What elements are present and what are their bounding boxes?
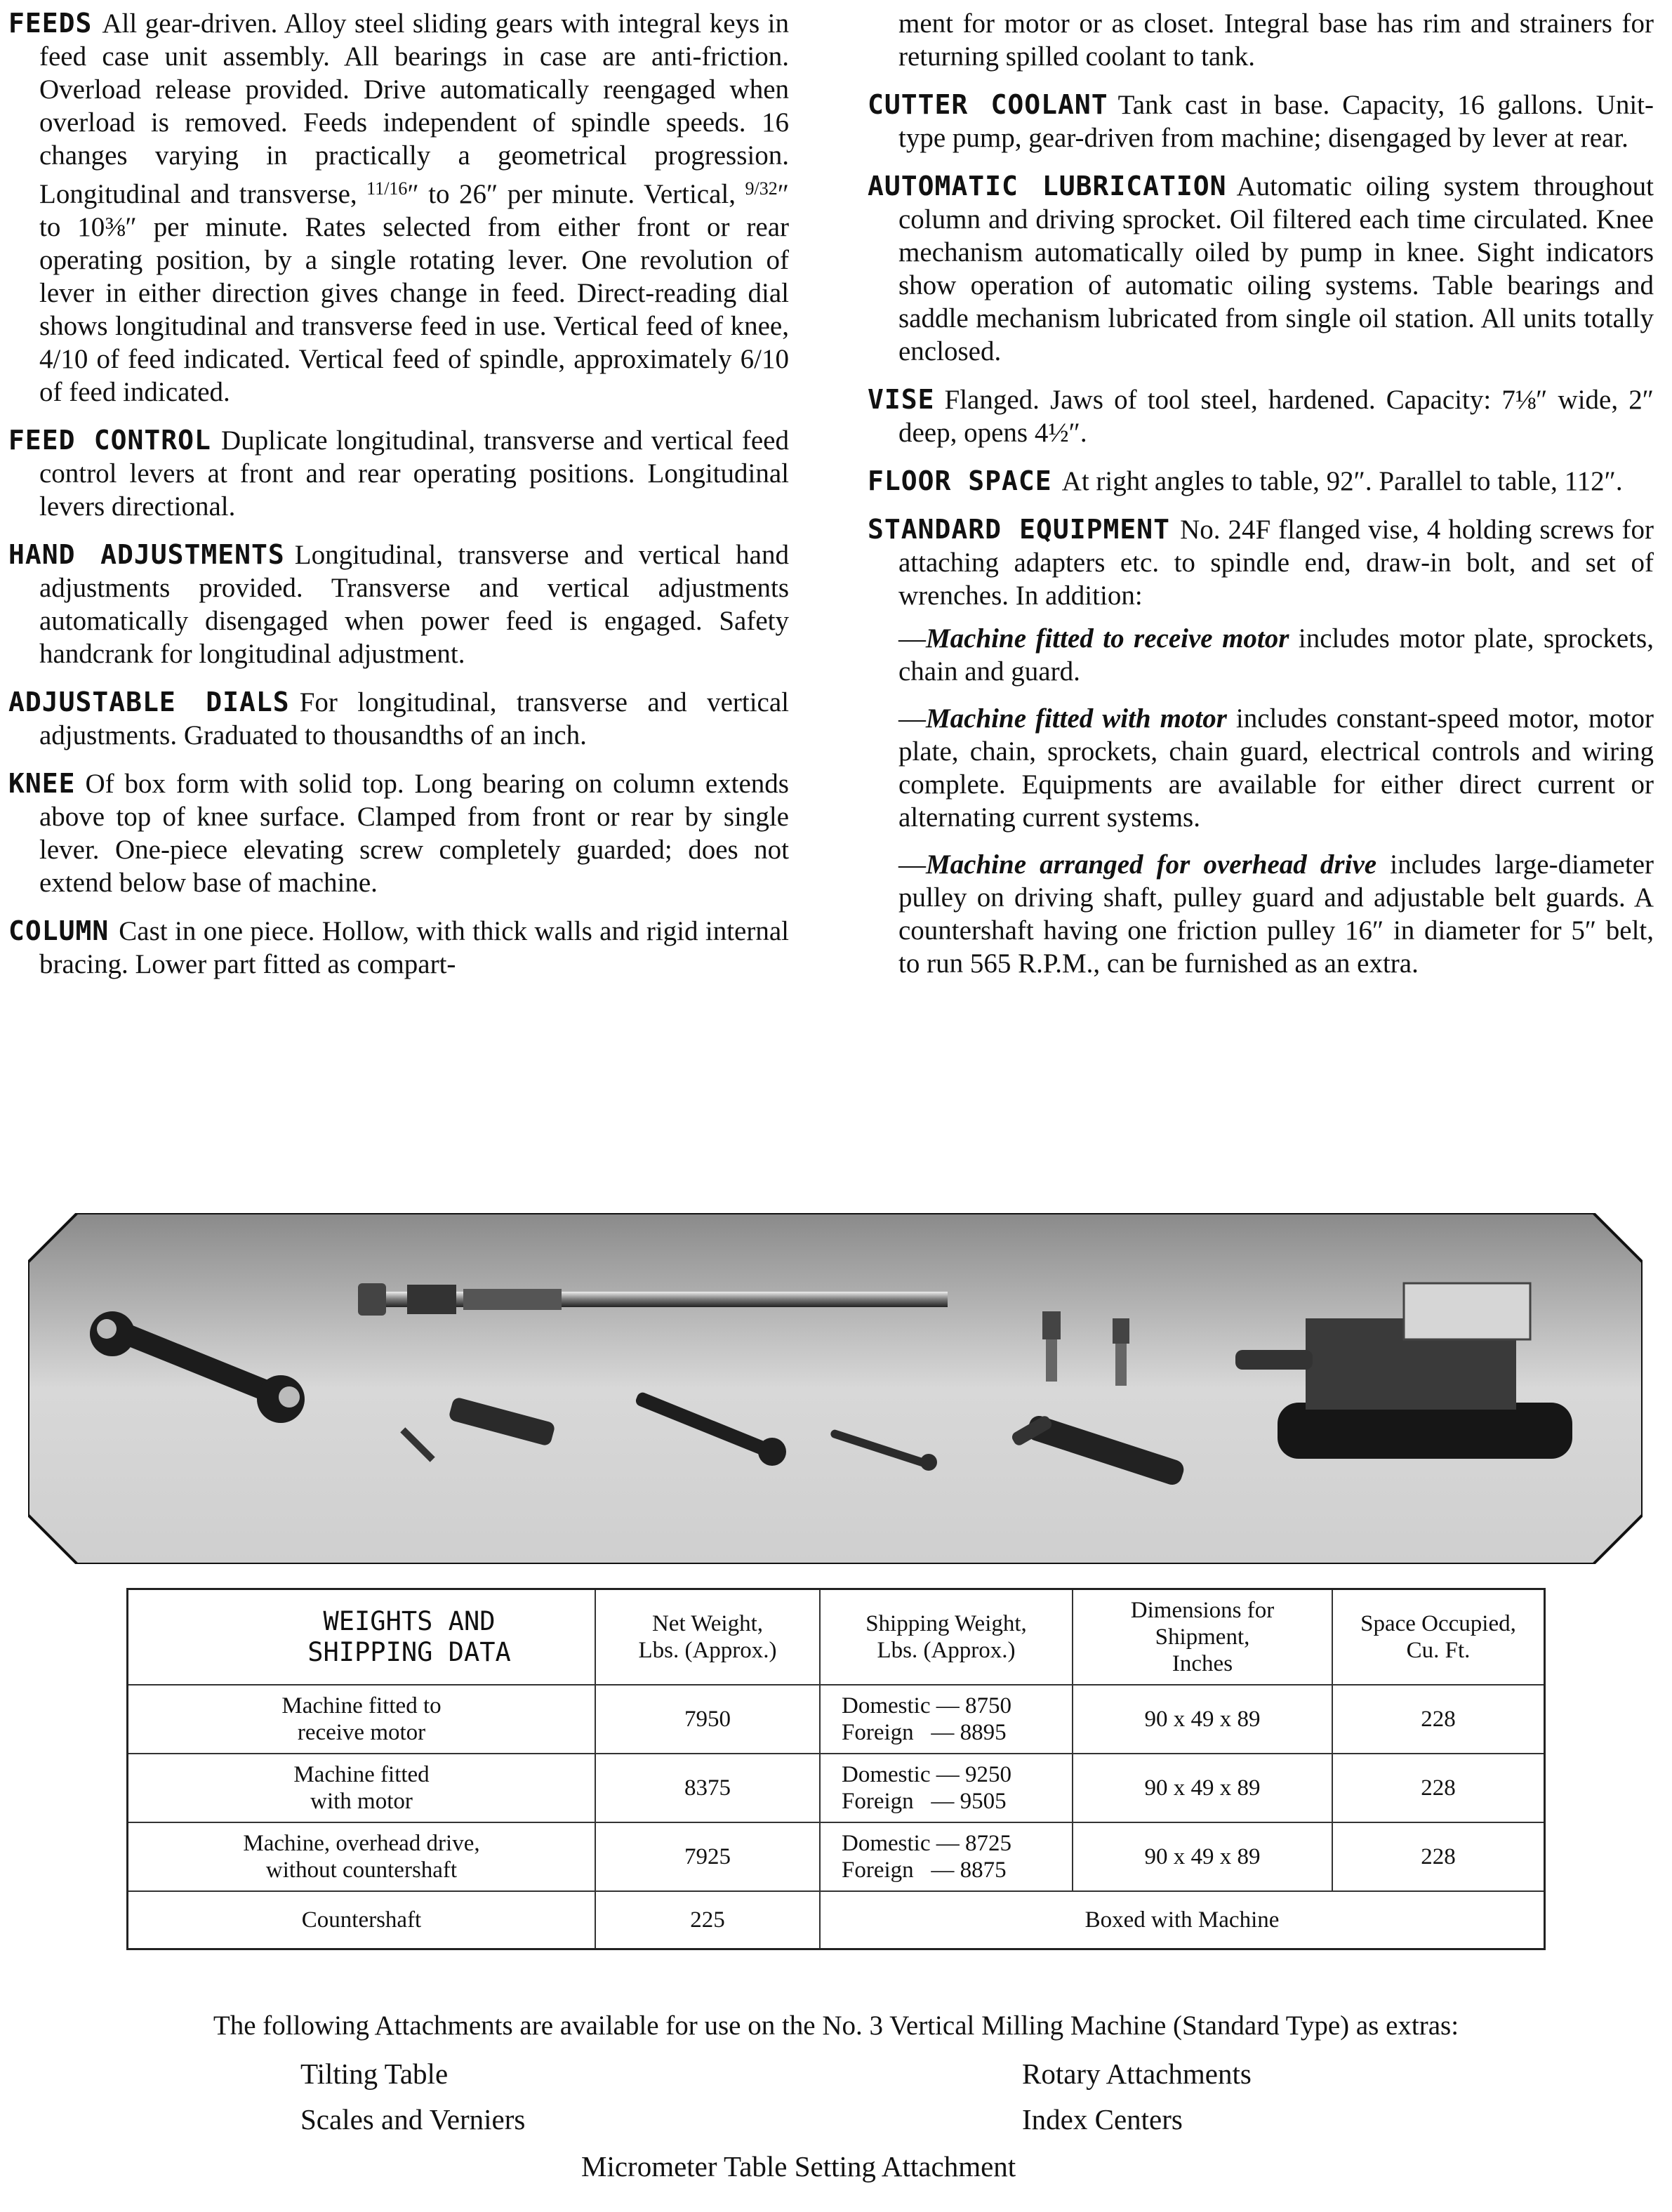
standard-equipment-text: No. 24F flanged vise, 4 holding screws for attaching adapters etc. to spindle end, draw-in bolt, and set of wrenches. In addition: (898, 515, 1654, 611)
column-continued-text: ment for motor or as closet. Integral base has rim and strainers for returning spilled coolant to tank. (898, 8, 1654, 72)
automatic-lubrication-text: Automatic oiling system throughout column and driving sprocket. Oil filtered each time circulated. Knee mechanism automatically oiled by pump in knee. Sight indicators show operation of automatic oiling systems. Table bearings and saddle mechanism lubricated from single oil station. All units totally enclosed. (898, 171, 1654, 366)
shipping-weight-cell (820, 1822, 1073, 1891)
feeds-text-3: ″ to 10⅜″ per minute. Rates selected from either front or rear operating position, by a single rotating lever. One revolution of lever in either direction gives change in feed. Direct-reading dial shows longitudinal and transverse feed in use. Vertical feed of knee, 4/10 of feed indicated. Vertical feed of spindle, approximately 6/10 of feed indicated. (39, 179, 789, 407)
standard-equipment-section (868, 513, 1654, 612)
table-row (128, 1754, 1545, 1822)
row-label (128, 1822, 596, 1891)
floor-space-text: At right angles to table, 92″. Parallel to table, 112″. (1061, 466, 1623, 496)
vise-heading: VISE (868, 384, 935, 415)
option-overhead-drive (898, 848, 1654, 980)
table-title-line: SHIPPING DATA (307, 1637, 511, 1667)
header-line: Shipment, (1155, 1624, 1250, 1650)
table-row (128, 1822, 1545, 1891)
dimensions-cell: 90 x 49 x 89 (1073, 1754, 1332, 1822)
attachment-item: Rotary Attachments (1022, 2058, 1252, 2090)
domestic-weight: Domestic — 9250 (842, 1762, 1011, 1787)
feeds-fraction-longitudinal: 11/16 (366, 178, 408, 199)
automatic-lubrication-heading: AUTOMATIC LUBRICATION (868, 171, 1227, 201)
shipping-weight-cell (820, 1685, 1073, 1754)
header-line: Dimensions for (1130, 1598, 1275, 1623)
table-title (128, 1589, 596, 1686)
feeds-fraction-vertical: 9/32 (745, 178, 778, 199)
attachment-item: Scales and Verniers (300, 2103, 526, 2135)
knee-section (8, 767, 789, 899)
column-continued (868, 7, 1654, 73)
knee-text: Of box form with solid top. Long bearing on column extends above top of knee surface. Clamped from front or rear by single lever. One-piece elevating screw completely guarded; does not extend below base of machine. (39, 769, 789, 898)
column-heading: COLUMN (8, 915, 110, 946)
vise-text: Flanged. Jaws of tool steel, hardened. Capacity: 7⅛″ wide, 2″ deep, opens 4½″. (898, 385, 1654, 448)
dimensions-cell: 90 x 49 x 89 (1073, 1685, 1332, 1754)
feeds-text: All gear-driven. Alloy steel sliding gears with integral keys in feed case unit assembly. All bearings in case are anti-friction. Overload release provided. Drive automatically reengaged when overload is removed. Feeds independent of spindle speeds. 16 changes varying in practically a geometrical progression. Longitudinal and transverse, (39, 8, 789, 209)
adjustable-dials-heading: ADJUSTABLE DIALS (8, 687, 290, 717)
space-cell: 228 (1332, 1822, 1545, 1891)
net-weight-cell: 8375 (595, 1754, 820, 1822)
domestic-weight: Domestic — 8725 (842, 1831, 1011, 1856)
table-row (128, 1685, 1545, 1754)
weights-shipping-table (126, 1588, 1546, 1950)
net-weight-cell: 7950 (595, 1685, 820, 1754)
knee-heading: KNEE (8, 768, 76, 799)
header-line: Lbs. (Approx.) (877, 1638, 1016, 1663)
row-label-line: with motor (310, 1789, 413, 1814)
row-label-line: receive motor (297, 1720, 426, 1745)
option-dash: — (898, 703, 926, 734)
floor-space-section (868, 465, 1654, 498)
foreign-weight: Foreign — 8895 (842, 1720, 1007, 1745)
floor-space-heading: FLOOR SPACE (868, 465, 1052, 496)
table-row-countershaft (128, 1891, 1545, 1949)
row-label-line: Machine fitted (293, 1762, 430, 1787)
header-line: Cu. Ft. (1406, 1638, 1471, 1663)
equipment-photo (28, 1213, 1643, 1564)
header-line: Shipping Weight, (865, 1611, 1027, 1636)
header-line: Inches (1172, 1651, 1233, 1676)
row-label-line: without countershaft (265, 1857, 458, 1883)
attachment-item: Tilting Table (300, 2058, 449, 2090)
foreign-weight: Foreign — 9505 (842, 1789, 1007, 1814)
header-dimensions (1073, 1589, 1332, 1686)
row-label-line: Machine, overhead drive, (243, 1831, 480, 1856)
header-shipping-weight (820, 1589, 1073, 1686)
option-text: includes large-diameter pulley on driving shaft, pulley guard and adjustable belt guards. A countershaft having one friction pulley 16″ in diameter for 5″ belt, to run 565 R.P.M., can be furnished as an extra. (898, 849, 1654, 979)
hand-adjustments-heading: HAND ADJUSTMENTS (8, 539, 285, 570)
attachment-item: Index Centers (1022, 2103, 1183, 2135)
adjustable-dials-text: For longitudinal, transverse and vertical adjustments. Graduated to thousandths of an inch. (39, 687, 789, 750)
header-line: Space Occupied, (1360, 1611, 1516, 1636)
table-title-line: WEIGHTS AND (323, 1606, 496, 1636)
row-label (128, 1685, 596, 1754)
feeds-text-2: ″ to 26″ per minute. Vertical, (407, 179, 745, 209)
header-line: Lbs. (Approx.) (638, 1638, 777, 1663)
row-label-line: Machine fitted to (281, 1693, 442, 1718)
feeds-section (8, 7, 789, 409)
feeds-heading: FEEDS (8, 8, 93, 39)
shipping-weight-cell (820, 1754, 1073, 1822)
feed-control-section (8, 424, 789, 523)
domestic-weight: Domestic — 8750 (842, 1693, 1011, 1718)
header-line: Net Weight, (651, 1611, 764, 1636)
cutter-coolant-section (868, 88, 1654, 154)
hand-adjustments-section (8, 538, 789, 670)
option-title: Machine arranged for overhead drive (926, 849, 1377, 880)
net-weight-cell: 225 (595, 1891, 820, 1949)
option-title: Machine fitted to receive motor (926, 623, 1289, 654)
vise-section (868, 383, 1654, 449)
foreign-weight: Foreign — 8875 (842, 1857, 1007, 1883)
header-net-weight (595, 1589, 820, 1686)
cutter-coolant-heading: CUTTER COOLANT (868, 89, 1108, 120)
option-text: includes constant-speed motor, motor plate, chain, sprockets, chain guard, electrical controls and wiring complete. Equipments are available for either direct current or alternating current systems. (898, 703, 1654, 833)
option-title: Machine fitted with motor (926, 703, 1227, 734)
column-section (8, 915, 789, 981)
dimensions-cell: 90 x 49 x 89 (1073, 1822, 1332, 1891)
row-label (128, 1754, 596, 1822)
option-dash: — (898, 849, 926, 880)
adjustable-dials-section (8, 686, 789, 752)
net-weight-cell: 7925 (595, 1822, 820, 1891)
option-receive-motor (898, 622, 1654, 688)
attachment-item: Micrometer Table Setting Attachment (581, 2150, 1016, 2183)
space-cell: 228 (1332, 1685, 1545, 1754)
attachments-note: The following Attachments are available for use on the No. 3 Vertical Milling Machine (Standard Type) as extras: (213, 2011, 1459, 2041)
standard-equipment-heading: STANDARD EQUIPMENT (868, 514, 1171, 545)
row-label: Countershaft (128, 1891, 596, 1949)
hand-adjustments-text: Longitudinal, transverse and vertical hand adjustments provided. Transverse and vertical adjustments automatically disengaged when power feed is engaged. Safety handcrank for longitudinal adjustment. (39, 540, 789, 669)
table-header-row (128, 1589, 1545, 1686)
right-column (868, 7, 1654, 994)
cutter-coolant-text: Tank cast in base. Capacity, 16 gallons. Unit-type pump, gear-driven from machine; disengaged by lever at rear. (898, 90, 1654, 153)
space-cell: 228 (1332, 1754, 1545, 1822)
option-with-motor (898, 702, 1654, 834)
boxed-note-cell: Boxed with Machine (820, 1891, 1545, 1949)
header-space-occupied (1332, 1589, 1545, 1686)
option-dash: — (898, 623, 926, 654)
feed-control-text: Duplicate longitudinal, transverse and vertical feed control levers at front and rear operating positions. Longitudinal levers directional. (39, 425, 789, 522)
option-text: includes motor plate, sprockets, chain and guard. (898, 623, 1654, 687)
left-column (8, 7, 789, 996)
feed-control-heading: FEED CONTROL (8, 425, 211, 456)
automatic-lubrication-section (868, 170, 1654, 368)
column-text: Cast in one piece. Hollow, with thick walls and rigid internal bracing. Lower part fitted as compart- (39, 916, 789, 979)
